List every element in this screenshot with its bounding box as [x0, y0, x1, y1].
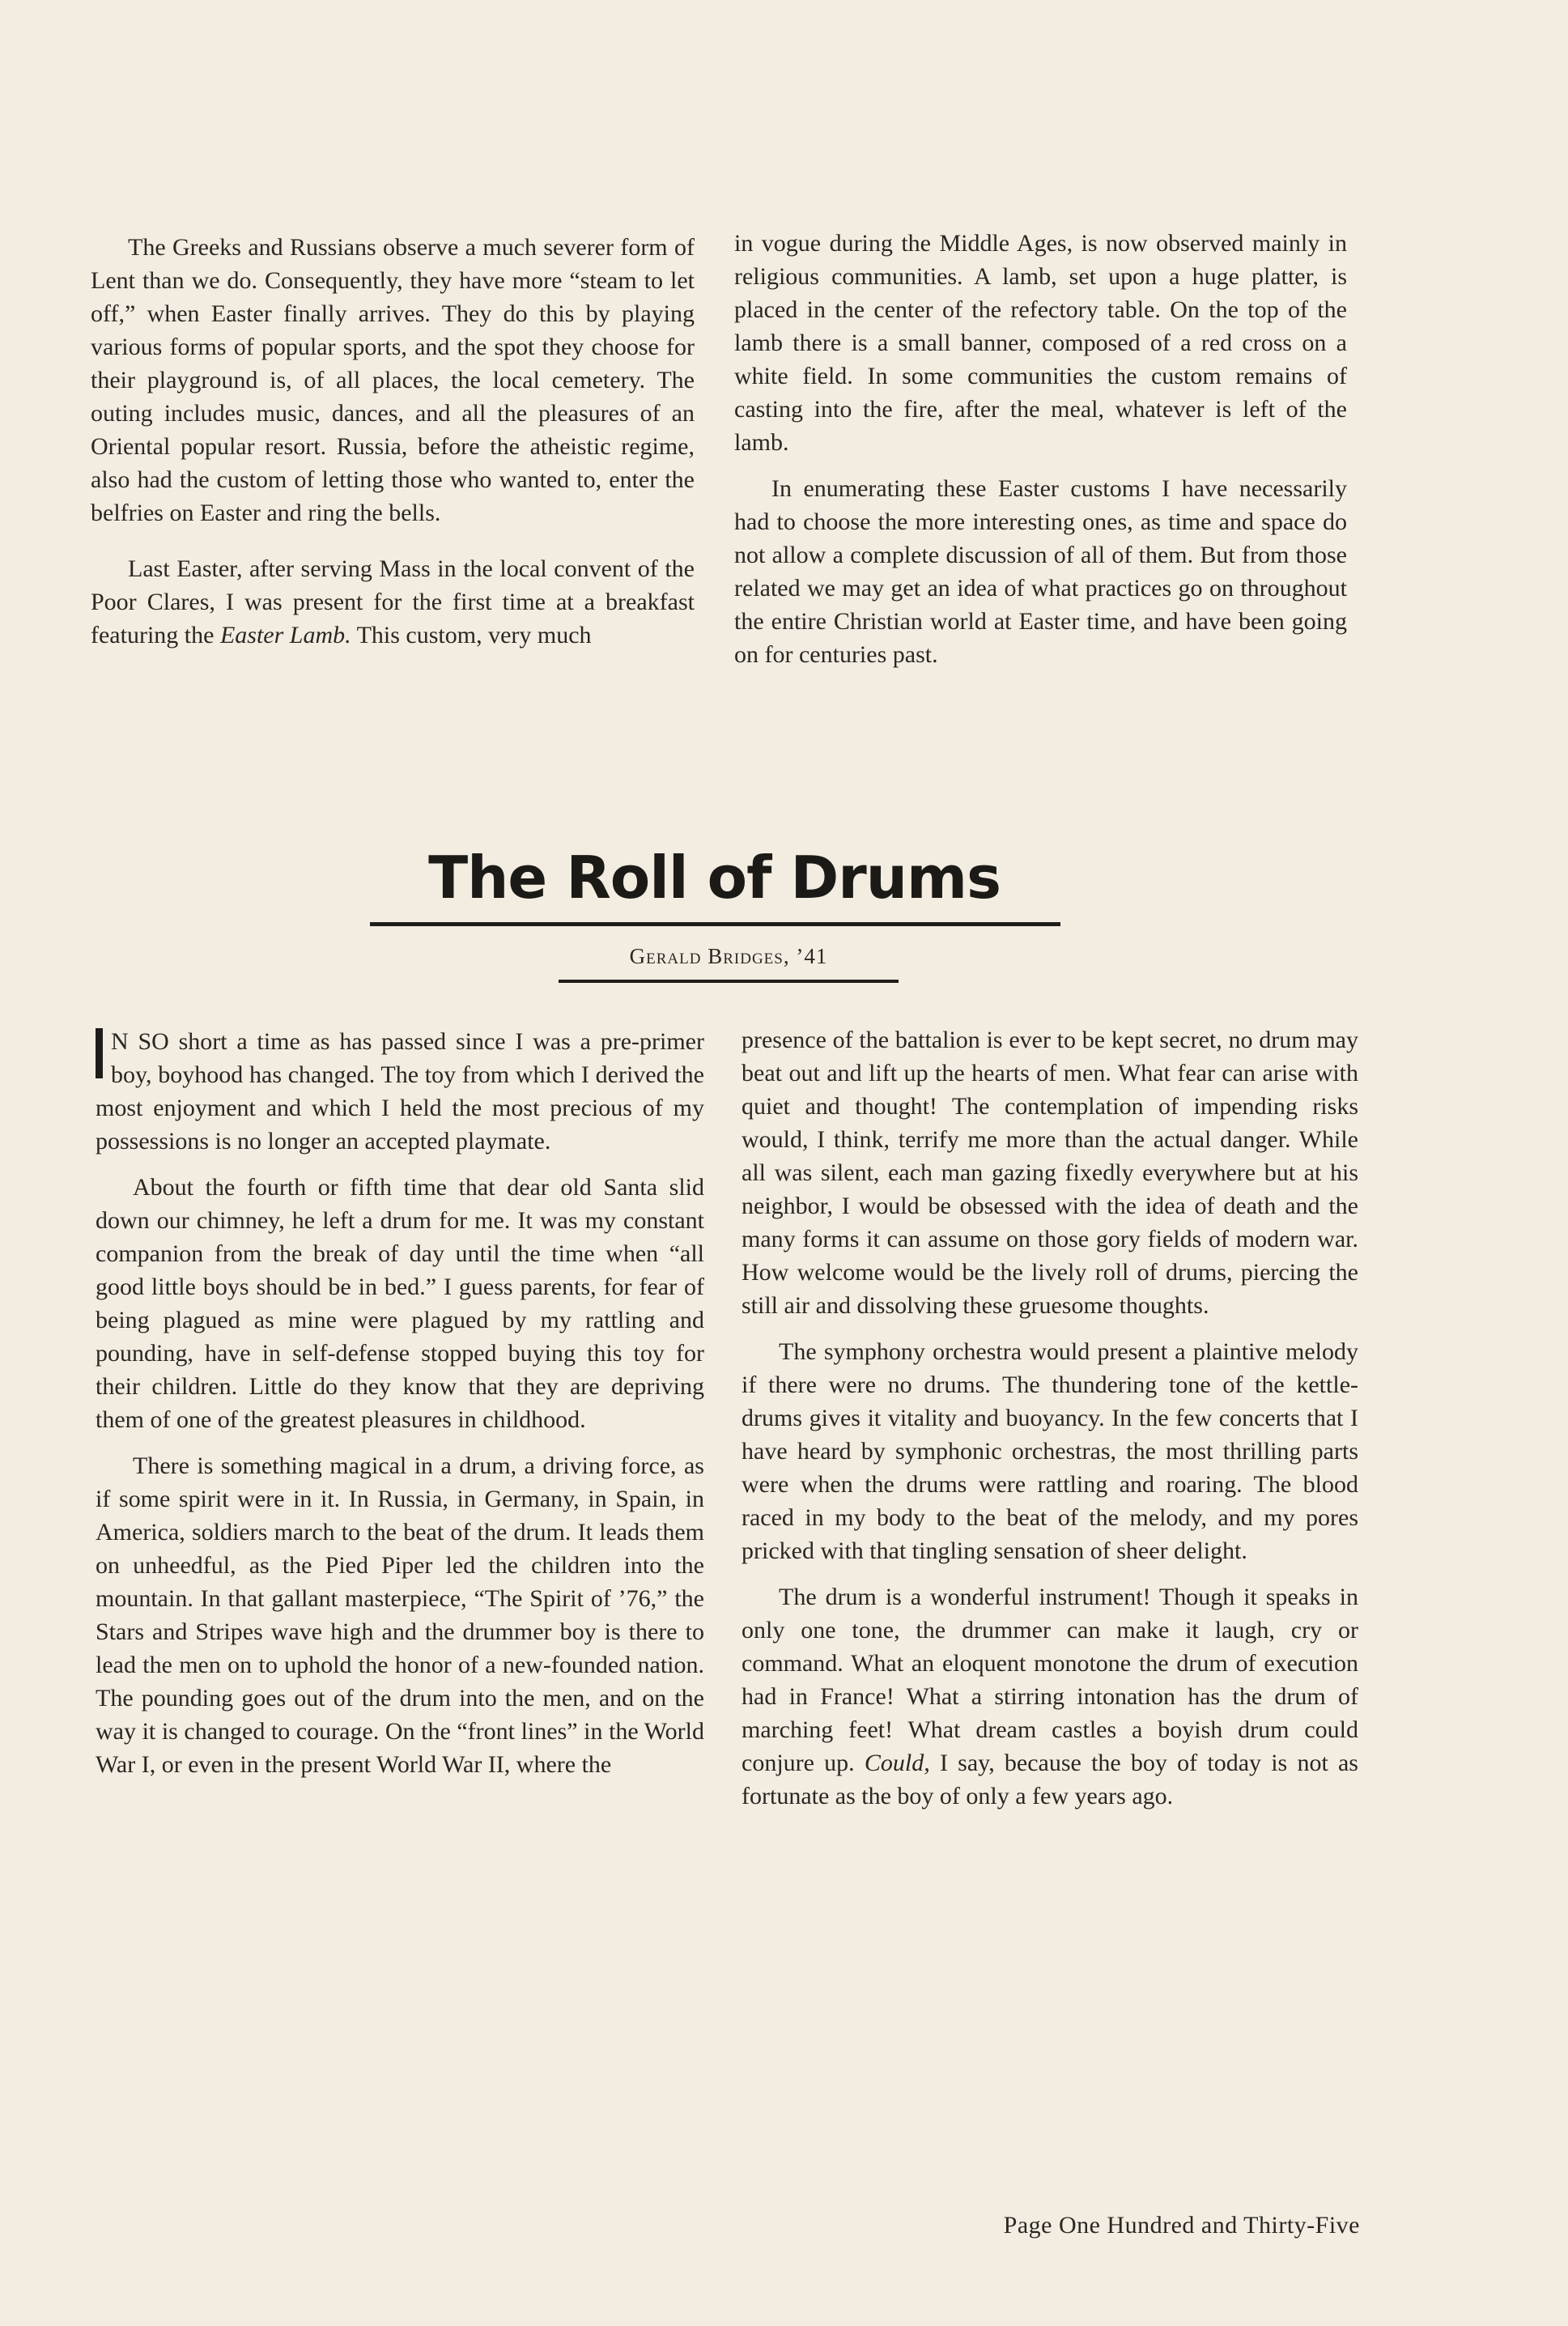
text-span: N SO short a time as has passed since I was a pre-primer boy, boyhood has changed. The toy from which I derived the most enjoyment and which I held the most precious of my possessions is no longer an accepted playmate. [96, 1028, 704, 1154]
text-span: The drum is a wonderful instrument! Though it speaks in only one tone, the drummer can make it laugh, cry or command. What an eloquent monotone the drum of execution had in France! What a stirring intonation has the drum of marching feet! What dream castles a boyish drum could conjure up. [742, 1584, 1358, 1776]
paragraph: The symphony orchestra would present a plaintive melody if there were no drums. The thundering tone of the kettle-drums gives it vitality and buoyancy. In the few concerts that I have heard by symphonic orchestras, the most thrilling parts were when the drums were rattling and roaring. The blood raced in my body to the beat of the melody, and my pores pricked with that tingling sensation of sheer delight. [742, 1338, 1358, 1564]
drop-cap-i [96, 1028, 103, 1078]
italic-text: Could, [864, 1750, 930, 1776]
byline-rule [559, 980, 899, 983]
title-rule [370, 922, 1060, 926]
top-right-column [734, 227, 1347, 684]
paragraph: presence of the battalion is ever to be kept secret, no drum may beat out and lift up the hearts of men. What fear can arise with quiet and thought! The contemplation of impending risks would, I think, terrify me more than the actual danger. While all was silent, each man gazing fixedly everywhere but at his neighbor, I would be obsessed with the idea of death and the many forms it can assume on those gory fields of modern war. How welcome would be the lively roll of drums, piercing the still air and dissolving these gruesome thoughts. [742, 1027, 1358, 1319]
text-span: Last Easter, after serving Mass in the local convent of the Poor Clares, I was present for the first time at a breakfast featuring the [91, 555, 695, 648]
article-byline: Gerald Bridges, ’41 [629, 944, 828, 968]
paragraph: About the fourth or fifth time that dear old Santa slid down our chimney, he left a drum for me. It was my constant companion from the break of day until the time when “all good little boys should be in bed.” I guess parents, for fear of being plagued as mine were plagued by my rattling and pounding, have in self-defense stopped buying this toy for their children. Little do they know that they are depriving them of one of the greatest pleasures in childhood. [96, 1174, 704, 1433]
paragraph [91, 552, 695, 652]
bottom-right-column [742, 1023, 1358, 1826]
paragraph: in vogue during the Middle Ages, is now observed mainly in religious communities. A lamb, set upon a huge platter, is placed in the center of the refectory table. On the top of the lamb there is a small banner, composed of a red cross on a white field. In some communities the custom remains of casting into the fire, after the meal, whatever is left of the lamb. [734, 230, 1347, 456]
article-title: The Roll of Drums [428, 844, 1001, 912]
bottom-left-column [96, 1025, 704, 1794]
paragraph [742, 1580, 1358, 1813]
italic-text: Easter Lamb. [219, 622, 351, 648]
page-number: Page One Hundred and Thirty-Five [1003, 2212, 1360, 2239]
top-left-column [91, 231, 695, 665]
text-span: This custom, very much [351, 622, 592, 648]
paragraph: There is something magical in a drum, a driving force, as if some spirit were in it. In Russia, in Germany, in Spain, in America, soldiers march to the beat of the drum. It leads them on unheedful, as the Pied Piper led the children into the mountain. In that gallant masterpiece, “The Spirit of ’76,” the Stars and Stripes wave high and the drummer boy is there to lead the men on to uphold the honor of a new-founded nation. The pounding goes out of the drum into the men, and on the way it is changed to courage. On the “front lines” in the World War I, or even in the present World War II, where the [96, 1452, 704, 1778]
paragraph: The Greeks and Russians observe a much severer form of Lent than we do. Consequently, they have more “steam to let off,” when Easter finally arrives. They do this by playing various forms of popular sports, and the spot they choose for their playground is, of all places, the local cemetery. The outing includes music, dances, and all the pleasures of an Oriental popular resort. Russia, before the atheistic regime, also had the custom of letting those who wanted to, enter the belfries on Easter and ring the bells. [91, 234, 695, 526]
paragraph: In enumerating these Easter customs I have necessarily had to choose the more interesting ones, as time and space do not allow a complete discussion of all of them. But from those related we may get an idea of what practices go on throughout the entire Christian world at Easter time, and have been going on for centuries past. [734, 475, 1347, 668]
text-span: I say, because the boy of today is not as fortunate as the boy of only a few years ago. [742, 1750, 1358, 1809]
opening-paragraph [96, 1025, 704, 1158]
